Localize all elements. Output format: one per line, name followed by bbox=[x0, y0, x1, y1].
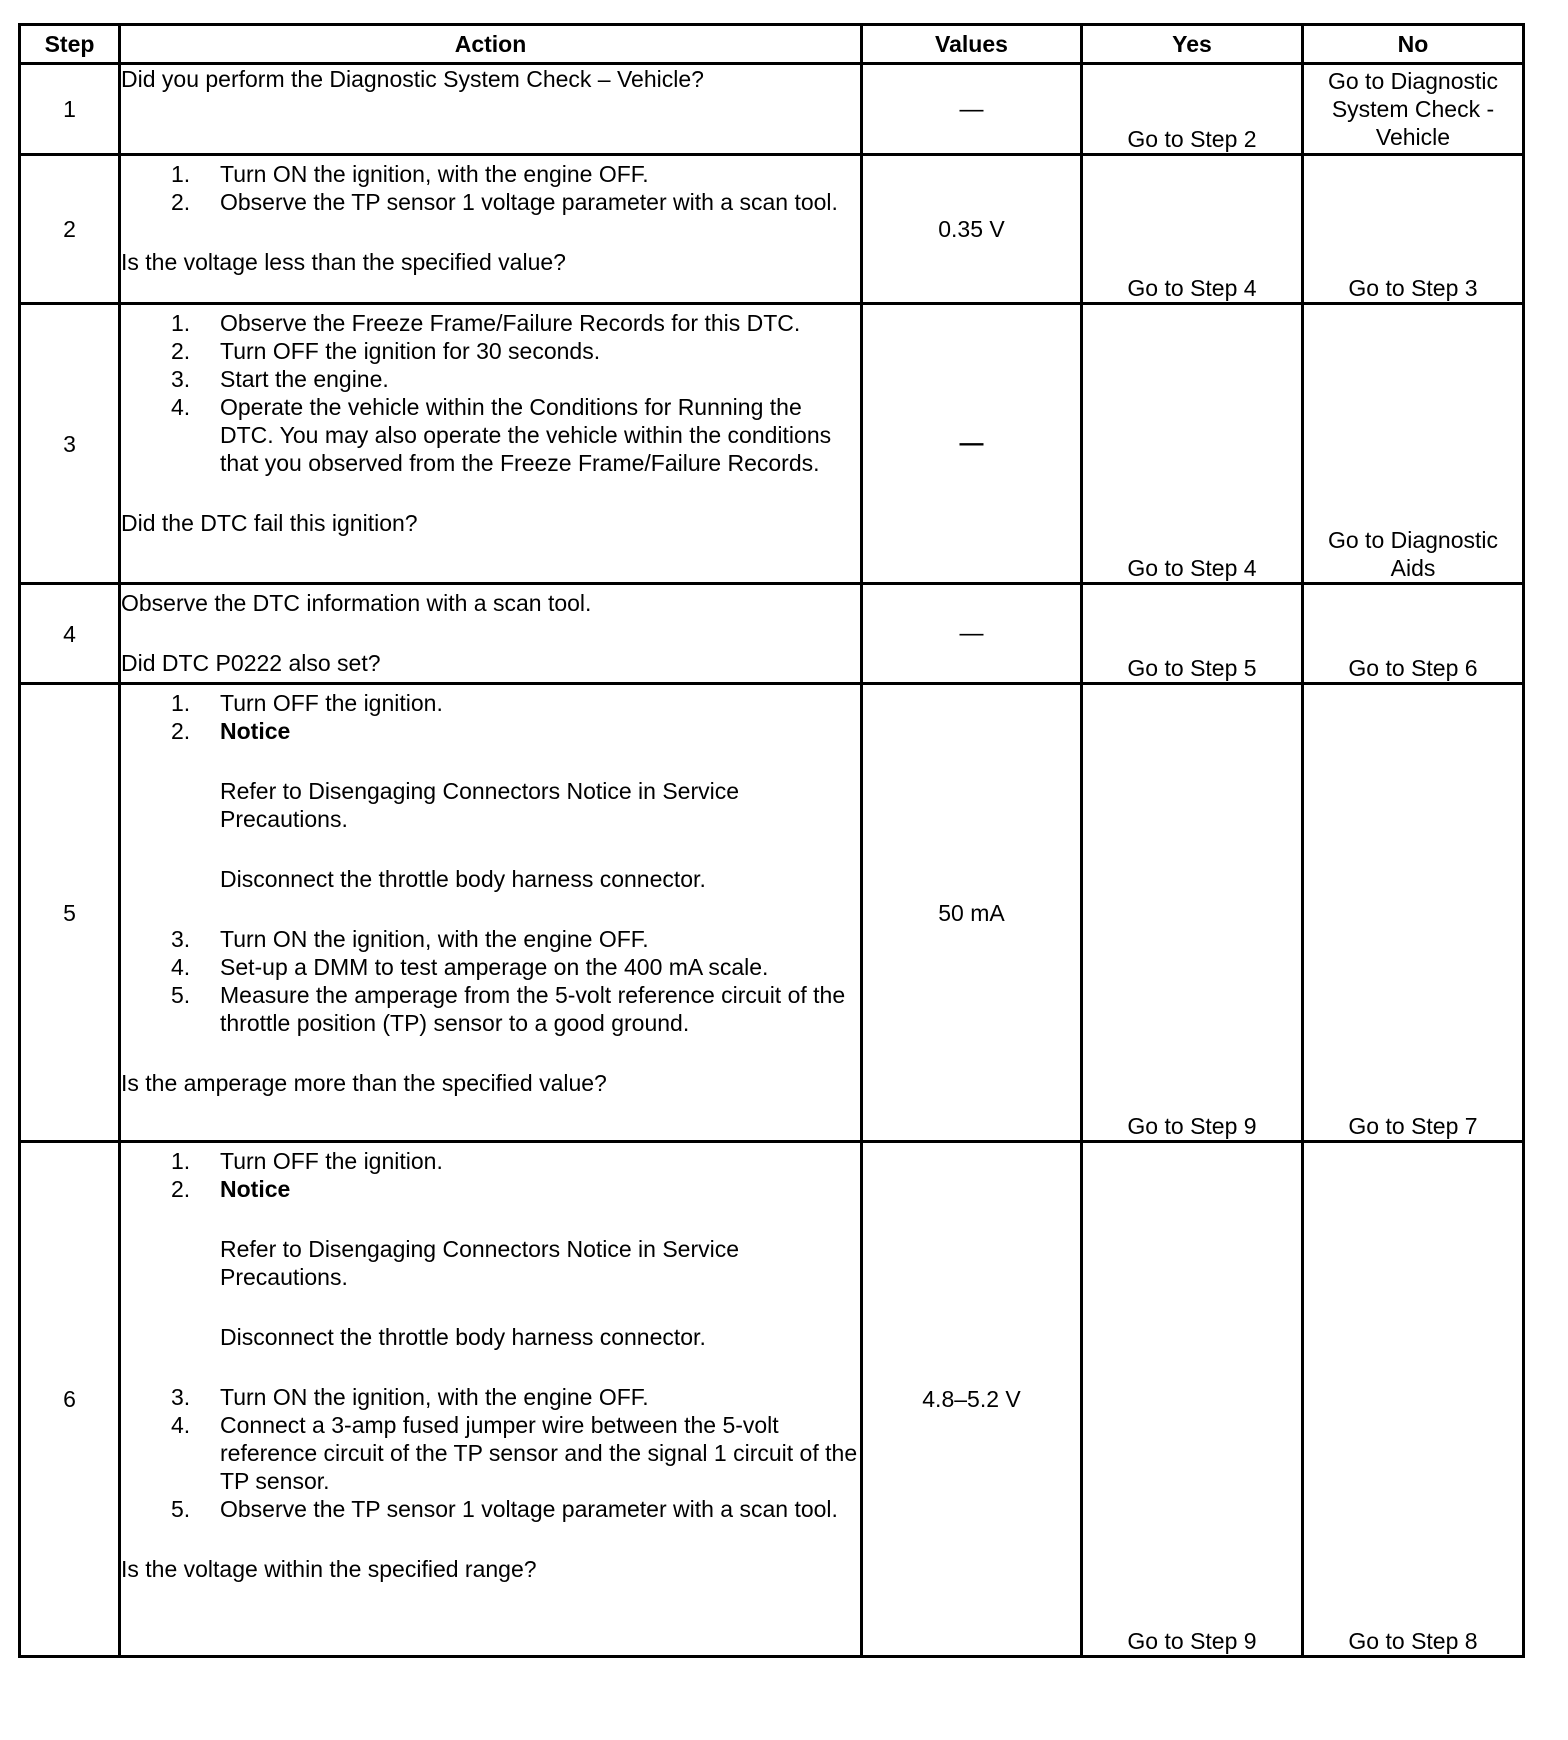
item-text: Turn ON the ignition, with the engine OFF. bbox=[220, 1384, 649, 1410]
item-number: 2. bbox=[171, 189, 191, 215]
yes-cell: Go to Step 4 bbox=[1082, 304, 1303, 584]
list-item bbox=[121, 309, 860, 337]
yes-cell: Go to Step 4 bbox=[1082, 155, 1303, 304]
yes-cell: Go to Step 9 bbox=[1082, 1142, 1303, 1657]
action-steps bbox=[121, 1383, 860, 1523]
item-text: Observe the TP sensor 1 voltage parameter with a scan tool. bbox=[220, 189, 838, 215]
item-number: 1. bbox=[171, 161, 191, 187]
step-number: 2 bbox=[20, 155, 120, 304]
header-values: Values bbox=[862, 25, 1082, 64]
list-item bbox=[121, 689, 860, 717]
table-row bbox=[20, 1142, 1524, 1657]
item-number: 4. bbox=[171, 394, 191, 420]
item-text: Observe the Freeze Frame/Failure Records for this DTC. bbox=[220, 310, 801, 336]
item-text: Start the engine. bbox=[220, 366, 389, 392]
item-number: 3. bbox=[171, 926, 191, 952]
step-number: 6 bbox=[20, 1142, 120, 1657]
item-number: 5. bbox=[171, 982, 191, 1008]
list-item bbox=[121, 1175, 860, 1203]
header-no: No bbox=[1303, 25, 1524, 64]
notice-label: Notice bbox=[220, 718, 291, 744]
notice-reference: Refer to Disengaging Connectors Notice in Service Precautions. bbox=[220, 778, 740, 832]
item-text: Set-up a DMM to test amperage on the 400 mA scale. bbox=[220, 954, 769, 980]
notice-reference: Refer to Disengaging Connectors Notice in Service Precautions. bbox=[220, 1236, 740, 1290]
list-item bbox=[121, 1495, 860, 1523]
no-cell: Go to Step 7 bbox=[1303, 684, 1524, 1142]
yes-cell: Go to Step 2 bbox=[1082, 64, 1303, 155]
action-steps bbox=[121, 689, 860, 745]
step-number: 5 bbox=[20, 684, 120, 1142]
table-row bbox=[20, 155, 1524, 304]
step-number: 3 bbox=[20, 304, 120, 584]
header-action: Action bbox=[120, 25, 862, 64]
list-item bbox=[121, 1383, 860, 1411]
action-steps bbox=[121, 309, 860, 477]
yes-cell: Go to Step 5 bbox=[1082, 584, 1303, 684]
item-text: Operate the vehicle within the Conditions for Running the DTC. You may also operate the vehicle within the conditions that you observed from the Freeze Frame/Failure Records. bbox=[220, 394, 832, 476]
step-number: 1 bbox=[20, 64, 120, 155]
list-item bbox=[121, 160, 860, 188]
disconnect-instruction: Disconnect the throttle body harness connector. bbox=[220, 866, 706, 892]
list-item bbox=[121, 188, 860, 216]
header-step: Step bbox=[20, 25, 120, 64]
action-steps bbox=[121, 160, 860, 216]
value-cell bbox=[862, 304, 1082, 584]
action-cell bbox=[120, 304, 862, 584]
table-row bbox=[20, 64, 1524, 155]
action-steps bbox=[121, 1147, 860, 1203]
item-text: Observe the TP sensor 1 voltage parameter with a scan tool. bbox=[220, 1496, 838, 1522]
item-text: Turn ON the ignition, with the engine OFF. bbox=[220, 161, 649, 187]
value-cell: 50 mA bbox=[862, 684, 1082, 1142]
item-text: Turn OFF the ignition. bbox=[220, 1148, 443, 1174]
table-row bbox=[20, 304, 1524, 584]
list-item bbox=[121, 981, 860, 1037]
table-row bbox=[20, 684, 1524, 1142]
no-cell: Go to Step 3 bbox=[1303, 155, 1524, 304]
list-item bbox=[121, 1411, 860, 1495]
item-text: Connect a 3-amp fused jumper wire between the 5-volt reference circuit of the TP sensor and the signal 1 circuit of the TP sensor. bbox=[220, 1412, 858, 1494]
notice-label: Notice bbox=[220, 1176, 291, 1202]
item-number: 1. bbox=[171, 310, 191, 336]
action-question: Is the amperage more than the specified value? bbox=[121, 1070, 607, 1096]
disconnect-instruction: Disconnect the throttle body harness connector. bbox=[220, 1324, 706, 1350]
list-item bbox=[121, 365, 860, 393]
list-item bbox=[121, 925, 860, 953]
item-text: Turn OFF the ignition for 30 seconds. bbox=[220, 338, 601, 364]
action-question: Did DTC P0222 also set? bbox=[121, 650, 381, 676]
value-cell: 0.35 V bbox=[862, 155, 1082, 304]
action-question: Is the voltage within the specified range? bbox=[121, 1556, 537, 1582]
list-item bbox=[121, 393, 860, 477]
item-text: Turn ON the ignition, with the engine OFF. bbox=[220, 926, 649, 952]
item-number: 3. bbox=[171, 1384, 191, 1410]
item-number: 3. bbox=[171, 366, 191, 392]
value-text: — bbox=[959, 430, 984, 457]
item-number: 5. bbox=[171, 1496, 191, 1522]
item-text: Turn OFF the ignition. bbox=[220, 690, 443, 716]
value-text: — bbox=[959, 95, 984, 123]
action-question: Did the DTC fail this ignition? bbox=[121, 510, 418, 536]
action-cell bbox=[120, 155, 862, 304]
value-cell: 4.8–5.2 V bbox=[862, 1142, 1082, 1657]
action-cell bbox=[120, 684, 862, 1142]
item-number: 2. bbox=[171, 718, 191, 744]
action-text: Did you perform the Diagnostic System Check – Vehicle? bbox=[121, 66, 704, 92]
list-item bbox=[121, 1147, 860, 1175]
yes-cell: Go to Step 9 bbox=[1082, 684, 1303, 1142]
action-question: Is the voltage less than the specified value? bbox=[121, 249, 566, 275]
action-cell bbox=[120, 584, 862, 684]
value-cell bbox=[862, 584, 1082, 684]
item-number: 4. bbox=[171, 954, 191, 980]
item-text: Measure the amperage from the 5-volt reference circuit of the throttle position (TP) sensor to a good ground. bbox=[220, 982, 846, 1036]
header-yes: Yes bbox=[1082, 25, 1303, 64]
list-item bbox=[121, 337, 860, 365]
no-cell: Go to Diagnostic Aids bbox=[1303, 304, 1524, 584]
table-row bbox=[20, 584, 1524, 684]
item-number: 1. bbox=[171, 1148, 191, 1174]
item-number: 4. bbox=[171, 1412, 191, 1438]
no-cell: Go to Diagnostic System Check - Vehicle bbox=[1303, 64, 1524, 155]
header-row bbox=[20, 25, 1524, 64]
list-item bbox=[121, 953, 860, 981]
action-cell bbox=[120, 64, 862, 155]
value-text: — bbox=[959, 620, 984, 647]
diagnostic-table bbox=[18, 23, 1525, 1658]
action-text: Observe the DTC information with a scan tool. bbox=[121, 590, 592, 616]
step-number: 4 bbox=[20, 584, 120, 684]
item-number: 2. bbox=[171, 338, 191, 364]
item-number: 2. bbox=[171, 1176, 191, 1202]
action-cell bbox=[120, 1142, 862, 1657]
no-cell: Go to Step 6 bbox=[1303, 584, 1524, 684]
item-number: 1. bbox=[171, 690, 191, 716]
value-cell bbox=[862, 64, 1082, 155]
no-cell: Go to Step 8 bbox=[1303, 1142, 1524, 1657]
action-steps bbox=[121, 925, 860, 1037]
list-item bbox=[121, 717, 860, 745]
